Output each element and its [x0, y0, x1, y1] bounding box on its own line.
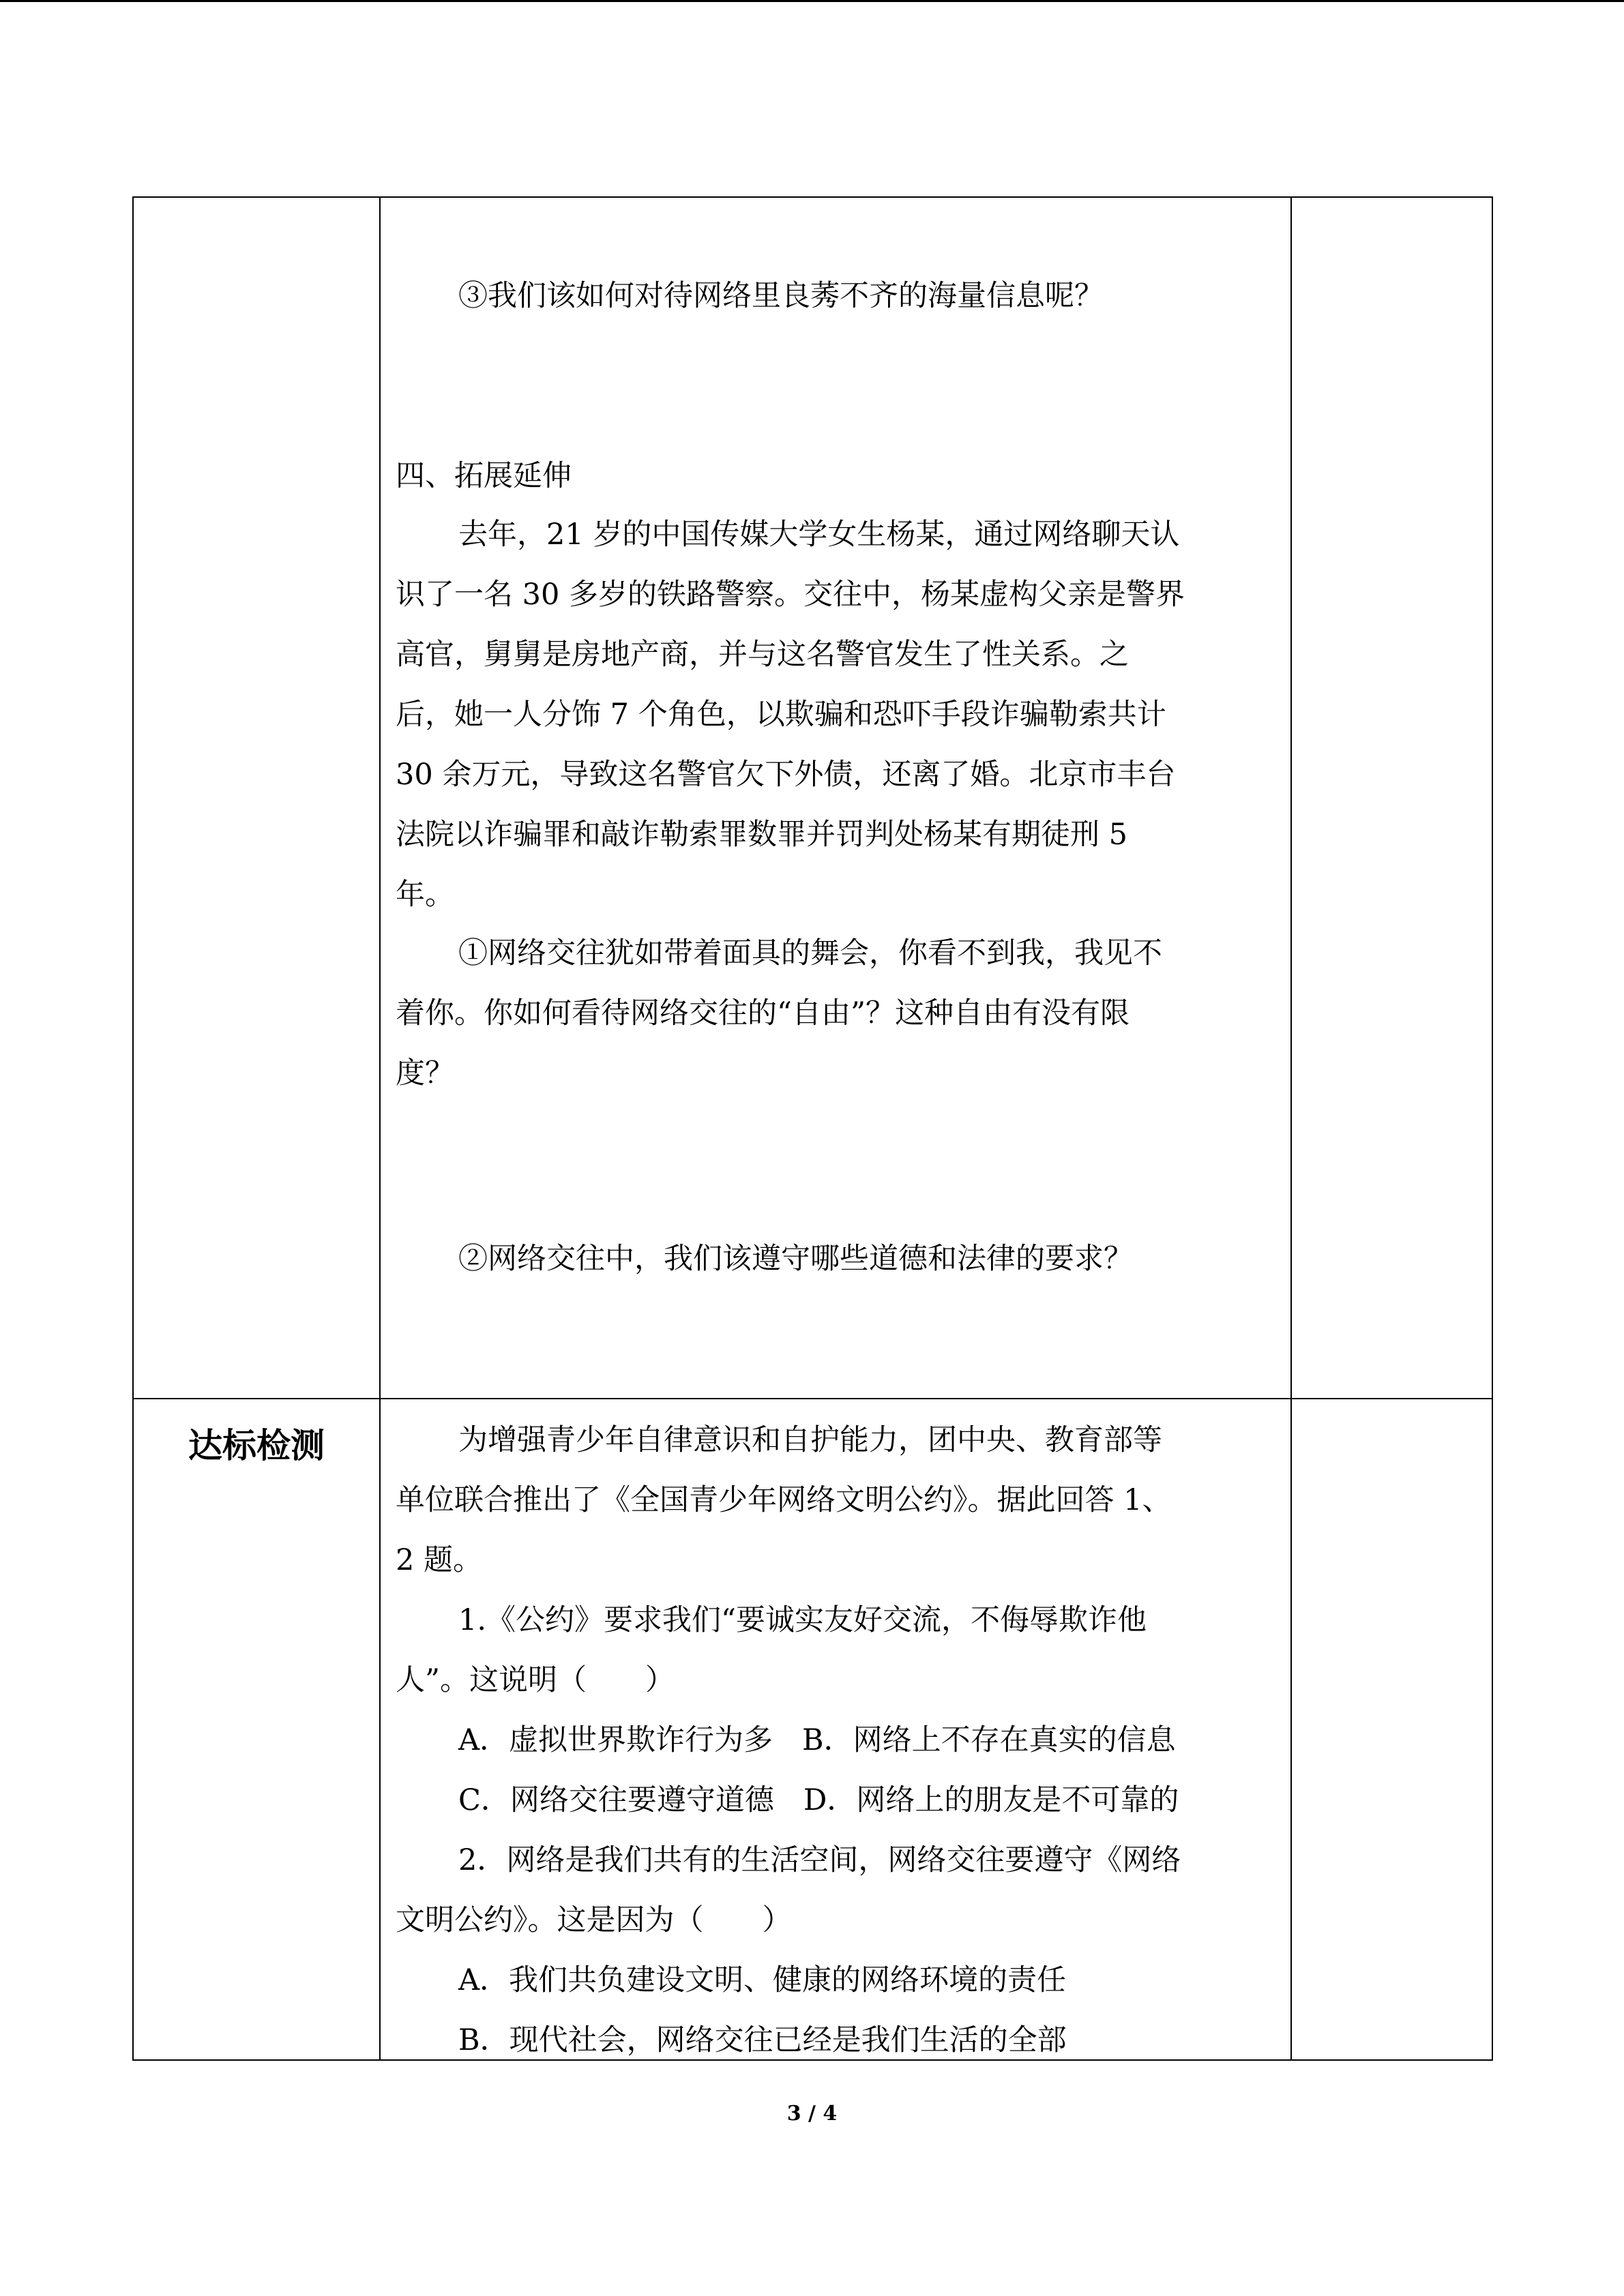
story-line: 30 余万元，导致这名警官欠下外债，还离了婚。北京市丰台 [396, 758, 1176, 792]
assessment-label: 达标检测 [188, 1426, 325, 1465]
story-line: 法院以诈骗罪和敲诈勒索罪数罪并罚判处杨某有期徒刑 5 [396, 818, 1128, 852]
question-1-line: 着你。你如何看待网络交往的“自由”？这种自由有没有限 [396, 996, 1130, 1030]
row-divider [134, 1398, 1492, 1399]
column-divider-right [1290, 198, 1292, 2059]
story-line: 去年，21 岁的中国传媒大学女生杨某，通过网络聊天认 [458, 518, 1180, 552]
intro-line: 2 题。 [396, 1543, 483, 1577]
top-rule [0, 0, 1624, 2]
extension-heading: 四、拓展延伸 [396, 459, 572, 493]
story-line: 高官，舅舅是房地产商，并与这名警官发生了性关系。之 [396, 638, 1129, 672]
intro-line: 为增强青少年自律意识和自护能力，团中央、教育部等 [458, 1423, 1162, 1457]
q1-options: A．虚拟世界欺诈行为多 B．网络上不存在真实的信息 [458, 1723, 1176, 1757]
q1-line: 人”。这说明（ ） [396, 1663, 675, 1697]
q2-option-a: A．我们共负建设文明、健康的网络环境的责任 [458, 1963, 1067, 1997]
story-line: 后，她一人分饰 7 个角色，以欺骗和恐吓手段诈骗勒索共计 [396, 698, 1166, 732]
column-divider-left [379, 198, 381, 2059]
q1-line: 1.《公约》要求我们“要诚实友好交流，不侮辱欺诈他 [458, 1603, 1147, 1637]
question-3-text: ③我们该如何对待网络里良莠不齐的海量信息呢？ [458, 279, 1104, 313]
page-number: 3 / 4 [786, 2102, 838, 2126]
q2-line: 文明公约》。这是因为（ ） [396, 1903, 792, 1937]
story-line: 年。 [396, 878, 454, 912]
story-line: 识了一名 30 多岁的铁路警察。交往中，杨某虚构父亲是警界 [396, 578, 1185, 612]
question-1-line: 度？ [396, 1056, 454, 1090]
intro-line: 单位联合推出了《全国青少年网络文明公约》。据此回答 1、 [396, 1483, 1172, 1517]
question-1-line: ①网络交往犹如带着面具的舞会，你看不到我，我见不 [458, 936, 1162, 970]
q1-options: C．网络交往要遵守道德 D．网络上的朋友是不可靠的 [458, 1783, 1179, 1817]
lesson-table [132, 196, 1493, 2061]
q2-option-b: B．现代社会，网络交往已经是我们生活的全部 [458, 2023, 1067, 2057]
question-2-text: ②网络交往中，我们该遵守哪些道德和法律的要求？ [458, 1242, 1133, 1276]
q2-line: 2．网络是我们共有的生活空间，网络交往要遵守《网络 [458, 1843, 1181, 1877]
